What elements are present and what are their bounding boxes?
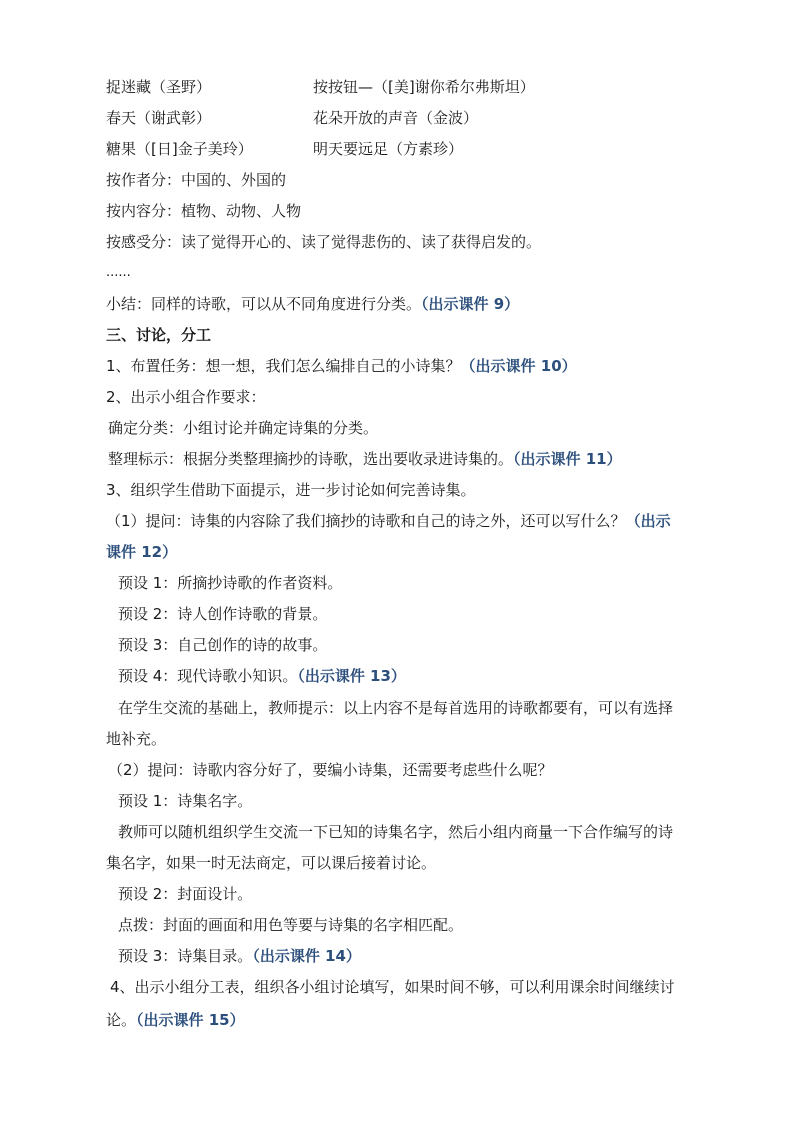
poem-title: 春天（谢武彰） xyxy=(106,109,212,127)
item-4-text: 论。 xyxy=(106,1011,137,1029)
poem-title: 明天要远足（方素珍） xyxy=(313,140,464,158)
poem-title: 糖果（[日]金子美玲） xyxy=(106,140,253,158)
preset-3: 预设 3：自己创作的诗的故事。 xyxy=(118,636,328,654)
classify-by-content: 按内容分：植物、动物、人物 xyxy=(106,202,302,220)
requirement-2 xyxy=(108,448,622,470)
preset-4-text: 预设 4：现代诗歌小知识。 xyxy=(118,667,298,685)
question-1-text: （1）提问：诗集的内容除了我们摘抄的诗歌和自己的诗之外，还可以写什么？ xyxy=(106,512,626,530)
q2-preset-1: 预设 1：诗集名字。 xyxy=(118,792,253,810)
courseware-ref: （出示课件 9） xyxy=(421,295,520,313)
poem-title: 捉迷藏（圣野） xyxy=(106,78,212,96)
preset-2: 预设 2：诗人创作诗歌的背景。 xyxy=(118,605,328,623)
teacher-note-continued: 集名字，如果一时无法商定，可以课后接着讨论。 xyxy=(106,854,437,872)
q2-preset-3 xyxy=(118,945,361,967)
item-2: 2、出示小组合作要求： xyxy=(106,388,266,406)
preset-1: 预设 1：所摘抄诗歌的作者资料。 xyxy=(118,574,343,592)
item-1-text: 1、布置任务：想一想，我们怎么编排自己的小诗集？ xyxy=(106,357,461,375)
requirement-1: 确定分类：小组讨论并确定诗集的分类。 xyxy=(108,419,379,437)
courseware-ref: （出示课件 15） xyxy=(136,1011,245,1029)
ellipsis: ...... xyxy=(106,265,131,280)
courseware-ref: （出示课件 14） xyxy=(252,947,361,965)
teacher-tip: 在学生交流的基础上，教师提示：以上内容不是每首选用的诗歌都要有，可以有选择 xyxy=(118,699,674,717)
poem-title: 按按钮—（[美]谢你希尔弗斯坦） xyxy=(313,78,535,96)
courseware-ref: 课件 12） xyxy=(106,543,178,561)
item-4-continued xyxy=(106,1009,245,1031)
section-heading: 三、讨论，分工 xyxy=(106,326,212,344)
question-1 xyxy=(106,510,671,532)
requirement-2-text: 整理标示：根据分类整理摘抄的诗歌，选出要收录进诗集的。 xyxy=(108,450,514,468)
q2-preset-3-text: 预设 3：诗集目录。 xyxy=(118,947,253,965)
q2-preset-2: 预设 2：封面设计。 xyxy=(118,885,253,903)
classify-by-feeling: 按感受分：读了觉得开心的、读了觉得悲伤的、读了获得启发的。 xyxy=(106,233,542,251)
courseware-ref: （出示课件 13） xyxy=(297,667,406,685)
item-1 xyxy=(106,355,577,377)
courseware-ref: （出示 xyxy=(625,512,671,530)
summary-line xyxy=(106,293,519,315)
pointer-note: 点拨：封面的画面和用色等要与诗集的名字相匹配。 xyxy=(118,916,464,934)
summary-text: 小结：同样的诗歌，可以从不同角度进行分类。 xyxy=(106,295,422,313)
preset-4 xyxy=(118,665,406,687)
courseware-ref: （出示课件 10） xyxy=(460,357,577,375)
item-4: 4、出示小组分工表，组织各小组讨论填写，如果时间不够，可以利用课余时间继续讨 xyxy=(110,978,675,996)
question-2: （2）提问：诗歌内容分好了，要编小诗集，还需要考虑些什么呢？ xyxy=(108,761,553,779)
teacher-note: 教师可以随机组织学生交流一下已知的诗集名字，然后小组内商量一下合作编写的诗 xyxy=(118,823,674,841)
courseware-ref: （出示课件 11） xyxy=(513,450,622,468)
teacher-tip-continued: 地补充。 xyxy=(106,730,167,748)
classify-by-author: 按作者分：中国的、外国的 xyxy=(106,171,287,189)
item-3: 3、组织学生借助下面提示，进一步讨论如何完善诗集。 xyxy=(106,481,476,499)
poem-title: 花朵开放的声音（金波） xyxy=(313,109,479,127)
